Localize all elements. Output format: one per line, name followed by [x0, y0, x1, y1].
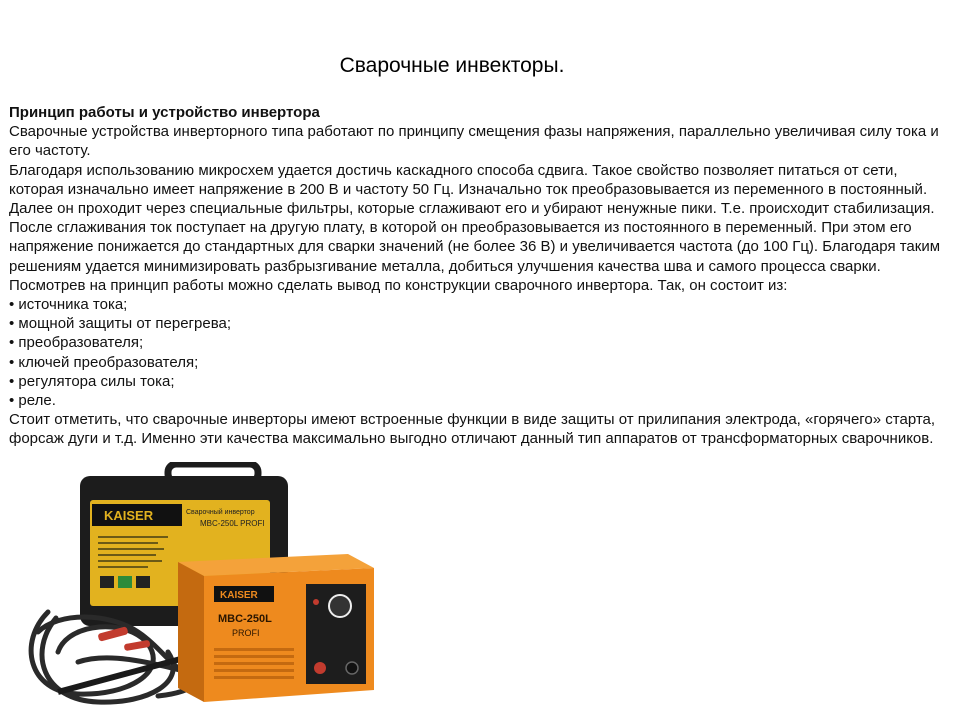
indicator-light — [313, 599, 319, 605]
inverter-brand: KAISER — [220, 590, 258, 601]
list-item: • реле. — [9, 391, 954, 410]
list-item: • регулятора силы тока; — [9, 372, 954, 391]
section-heading: Принцип работы и устройство инвертора — [9, 104, 320, 121]
page-title: Сварочные инвекторы. — [339, 54, 565, 77]
case-brand: KAISER — [104, 508, 154, 523]
welding-inverter-image — [18, 462, 388, 712]
case-pictogram-2 — [118, 576, 132, 588]
inverter-front — [178, 562, 204, 702]
article-body — [9, 103, 954, 449]
inverter-model: MBC-250L — [218, 613, 272, 625]
paragraph-conclusion: Стоит отметить, что сварочные инверторы имеют встроенные функции в виде защиты от прилипания электрода, «горячего» старта, форсаж дуги и т.д. Именно эти качества максимально выгодно отличают данный тип аппаратов от трансформаторных сварочников. — [9, 411, 936, 448]
case-model: MBC-250L PROFI — [200, 519, 265, 528]
product-illustration — [18, 462, 388, 712]
list-item: • источника тока; — [9, 295, 954, 314]
red-clamp-2 — [124, 640, 151, 651]
case-pictogram-1 — [100, 576, 114, 588]
paragraph-intro: Сварочные устройства инверторного типа работают по принципу смещения фазы напряжения, параллельно увеличивая силу тока и его частоту. — [9, 123, 939, 160]
output-terminal-1 — [314, 662, 326, 674]
current-knob — [329, 595, 351, 617]
paragraph-design: Посмотрев на принцип работы можно сделать вывод по конструкции сварочного инвертора. Так, он состоит из: — [9, 276, 788, 294]
components-list — [9, 295, 954, 410]
paragraph-principle: Благодаря использованию микросхем удается достичь каскадного способа сдвига. Такое свойство позволяет питаться от сети, которая изначально имеет напряжение в 200 В и частоту 50 Гц. Изначально ток преобразовывается из переменного в постоянный. Далее он проходит через специальные фильтры, которые сглаживают его и убирают ненужные пики. Т.е. происходит стабилизация. После сглаживания ток поступает на другую плату, в которой он преобразовывается из постоянного в переменный. При этом его напряжение понижается до стандартных для сварки значений (не более 36 В) и увеличивается частота (до 100 Гц). Благодаря таким решениям удается минимизировать разбрызгивание металла, добиться улучшения качества шва и самого процесса сварки. — [9, 161, 941, 275]
output-terminal-2 — [346, 662, 358, 674]
list-item: • мощной защиты от перегрева; — [9, 314, 954, 333]
list-item: • ключей преобразователя; — [9, 353, 954, 372]
inverter-series: PROFI — [232, 628, 260, 638]
list-item: • преобразователя; — [9, 333, 954, 352]
case-pictogram-3 — [136, 576, 150, 588]
case-caption: Сварочный инвертор — [186, 509, 255, 516]
